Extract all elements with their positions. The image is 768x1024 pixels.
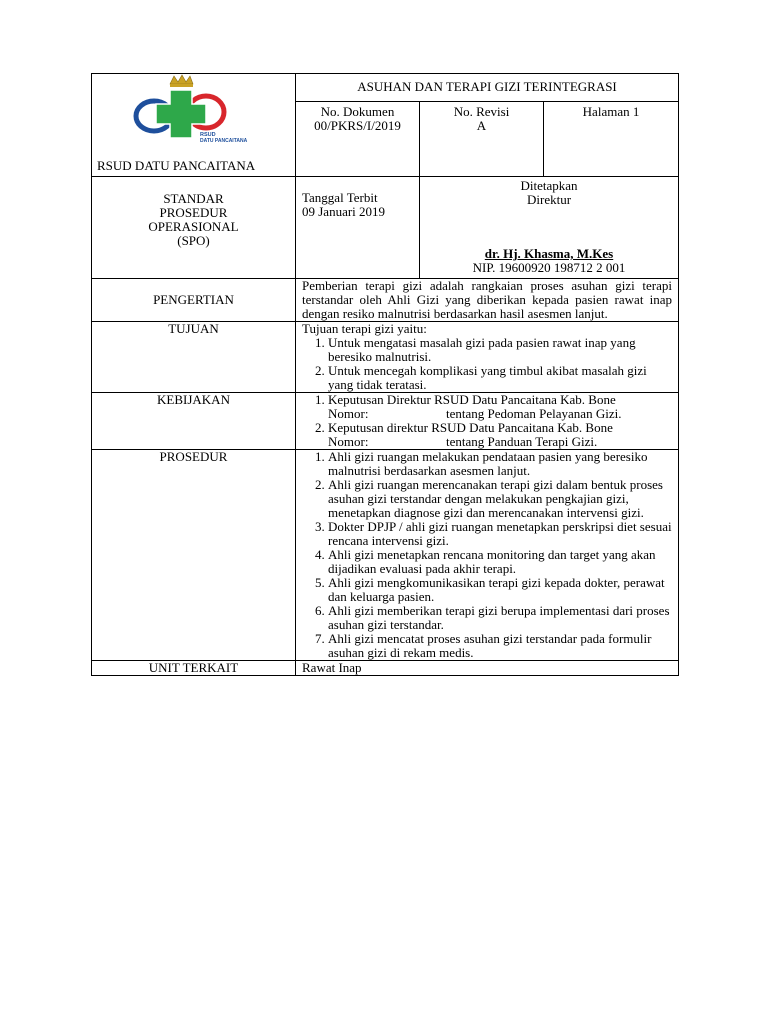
logo-text-1: RSUD (200, 132, 216, 138)
revision-label: No. Revisi (453, 104, 510, 119)
director-nip: NIP. 19600920 198712 2 001 (472, 260, 626, 275)
spo-line-4: (SPO) (177, 233, 210, 248)
kebijakan-content (296, 393, 679, 450)
prosedur-list (302, 450, 672, 660)
kebijakan-line: 2. Keputusan direktur RSUD Datu Pancaitana Kab. Bone (328, 420, 613, 435)
tujuan-list (302, 336, 672, 392)
doc-number-label: No. Dokumen (320, 104, 395, 119)
document-title: ASUHAN DAN TERAPI GIZI TERINTEGRASI (296, 74, 679, 102)
unit-terkait-label: UNIT TERKAIT (92, 661, 296, 676)
hospital-logo-icon (130, 74, 248, 146)
terbit-cell (296, 177, 420, 279)
pengertian-text: Pemberian terapi gizi adalah rangkaian proses asuhan gizi terapi terstandar oleh Ahli Gizi yang diberikan kepada pasien rawat inap dengan resiko malnutrisi berdasarkan hasil asesmen lanjut. (296, 279, 679, 322)
nomor-label: Nomor: (328, 434, 369, 449)
ditetapkan-text: Ditetapkan (520, 178, 578, 193)
pengertian-label: PENGERTIAN (92, 279, 296, 322)
revision-cell (420, 102, 544, 177)
page-cell (544, 102, 679, 177)
direktur-text: Direktur (526, 192, 572, 207)
list-item: 3. Dokter DPJP / ahli gizi ruangan menetapkan perskripsi diet sesuai rencana intervensi gizi. (328, 520, 672, 548)
logo-cell (92, 74, 296, 177)
tujuan-intro: Tujuan terapi gizi yaitu: (302, 321, 427, 336)
list-item: 7. Ahli gizi mencatat proses asuhan gizi terstandar pada formulir asuhan gizi di rekam medis. (328, 632, 672, 660)
spo-line-2: PROSEDUR (159, 205, 228, 220)
list-item: 5. Ahli gizi mengkomunikasikan terapi gizi kepada dokter, perawat dan keluarga pasien. (328, 576, 672, 604)
prosedur-content (296, 450, 679, 661)
hospital-name: RSUD DATU PANCAITANA (97, 158, 256, 173)
spo-line-1: STANDAR (163, 191, 224, 206)
terbit-value: 09 Januari 2019 (302, 204, 386, 219)
logo-text-2: DATU PANCAITANA (200, 138, 248, 144)
kebijakan-nomor-row (328, 435, 672, 449)
kebijakan-list (302, 393, 672, 449)
tujuan-label: TUJUAN (92, 322, 296, 393)
list-item: 2. Ahli gizi ruangan merencanakan terapi gizi dalam bentuk proses asuhan gizi terstandar dengan melakukan pengkajian gizi, menetapkan diagnose gizi dan merencanakan intervensi gizi. (328, 478, 672, 520)
revision-value: A (476, 118, 487, 133)
terbit-label: Tanggal Terbit (302, 190, 378, 205)
list-item (328, 421, 672, 449)
spo-line-3: OPERASIONAL (148, 219, 239, 234)
tentang-text: tentang Pedoman Pelayanan Gizi. (446, 406, 622, 421)
list-item: 4. Ahli gizi menetapkan rencana monitoring dan target yang akan dijadikan evaluasi pada akhir terapi. (328, 548, 672, 576)
kebijakan-label: KEBIJAKAN (92, 393, 296, 450)
kebijakan-line: 1. Keputusan Direktur RSUD Datu Pancaitana Kab. Bone (328, 392, 616, 407)
doc-number-value: 00/PKRS/I/2019 (314, 118, 401, 133)
prosedur-label: PROSEDUR (92, 450, 296, 661)
page-label: Halaman 1 (582, 104, 640, 119)
nomor-label: Nomor: (328, 406, 369, 421)
unit-terkait-value: Rawat Inap (296, 661, 679, 676)
list-item (328, 393, 672, 421)
tentang-text: tentang Panduan Terapi Gizi. (446, 434, 598, 449)
spo-cell (92, 177, 296, 279)
signature-cell (420, 177, 679, 279)
list-item: 1. Untuk mengatasi masalah gizi pada pasien rawat inap yang beresiko malnutrisi. (328, 336, 672, 364)
spo-document (91, 73, 678, 676)
kebijakan-nomor-row (328, 407, 672, 421)
list-item: 1. Ahli gizi ruangan melakukan pendataan pasien yang beresiko malnutrisi berdasarkan asesmen lanjut. (328, 450, 672, 478)
list-item: 2. Untuk mencegah komplikasi yang timbul akibat masalah gizi yang tidak teratasi. (328, 364, 672, 392)
doc-number-cell (296, 102, 420, 177)
spo-table (91, 73, 679, 676)
tujuan-content (296, 322, 679, 393)
director-name: dr. Hj. Khasma, M.Kes (484, 246, 614, 261)
list-item: 6. Ahli gizi memberikan terapi gizi berupa implementasi dari proses asuhan gizi terstandar. (328, 604, 672, 632)
